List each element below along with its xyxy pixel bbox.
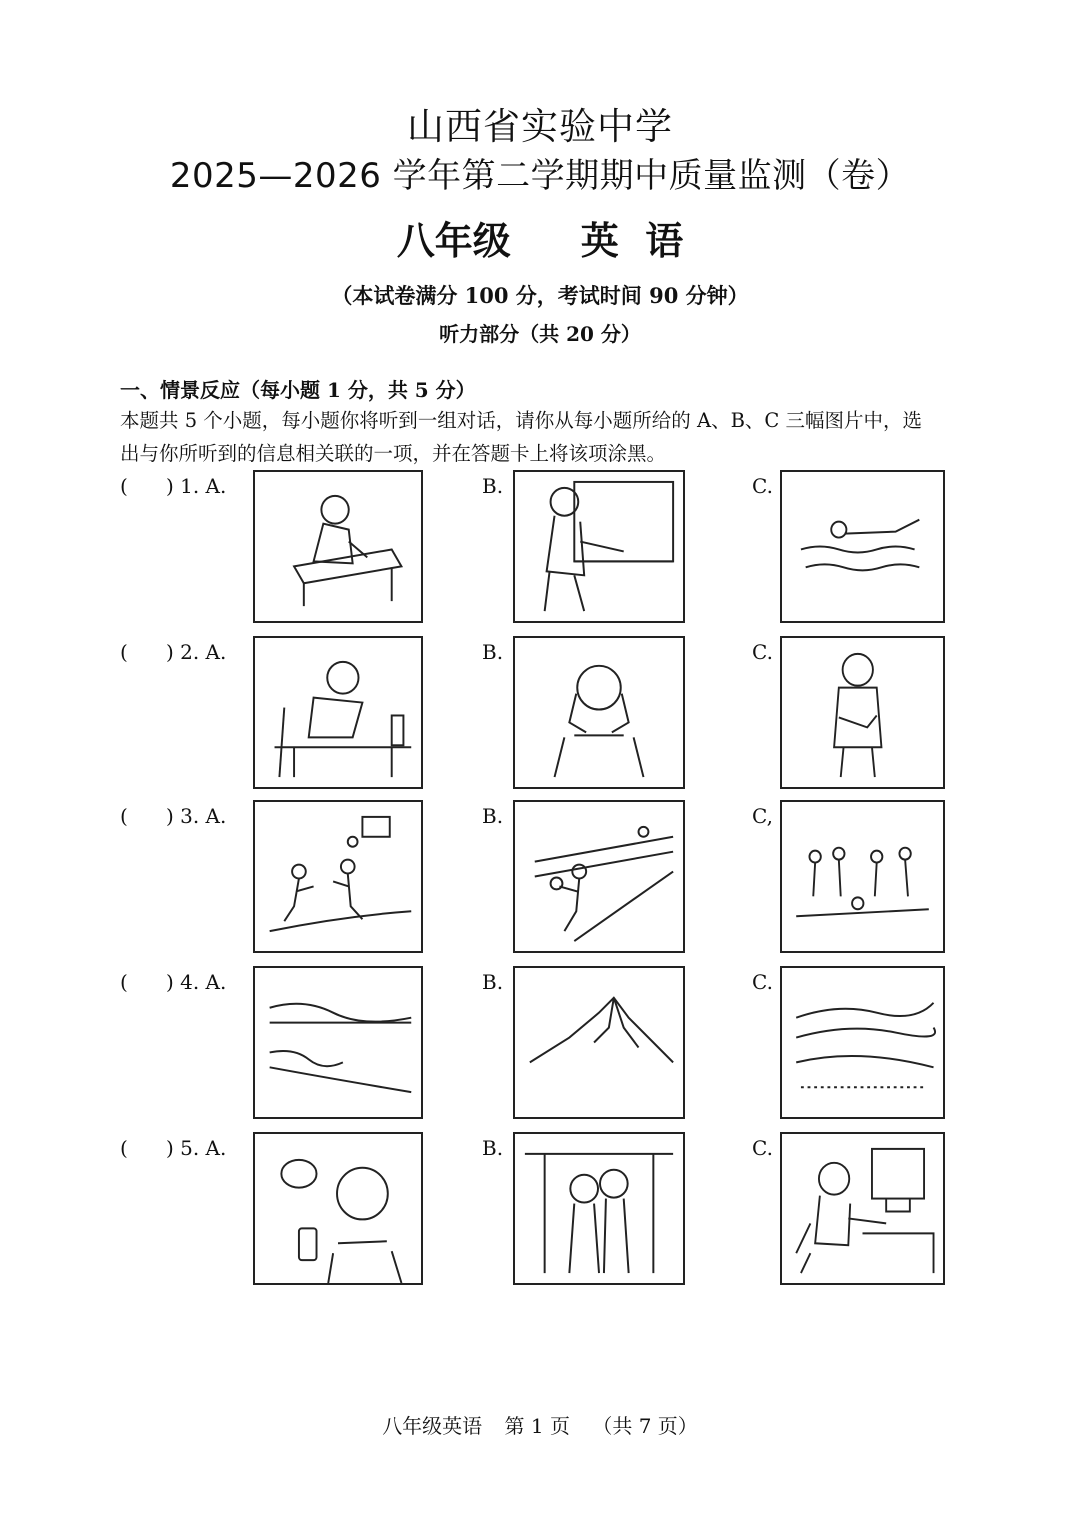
footer-total: （共 7 页） (592, 1414, 698, 1438)
people-playing-soccer-illustration (782, 802, 943, 951)
lake-landscape-illustration (255, 968, 421, 1117)
question-5-label: ( ) 5. A. (120, 1136, 227, 1160)
question-2-option-c-picture[interactable] (780, 636, 945, 789)
question-5-option-b-picture[interactable] (513, 1132, 685, 1285)
grade-subject (0, 210, 1080, 265)
boy-writing-at-desk-illustration (255, 472, 421, 621)
question-2-option-b-picture[interactable] (513, 636, 685, 789)
question-3-option-b-picture[interactable] (513, 800, 685, 953)
question-2-option-b-label: B. (482, 640, 504, 664)
boy-playing-piano-illustration (515, 472, 683, 621)
desert-dunes-illustration (782, 968, 943, 1117)
boy-using-computer-illustration (782, 1134, 943, 1283)
question-4-option-a-picture[interactable] (253, 966, 423, 1119)
instruction-line-1: 本题共 5 个小题，每小题你将听到一组对话，请你从每小题所给的 A、B、C 三幅图片中，选 (120, 409, 923, 432)
section-title: 一、情景反应（每小题 1 分，共 5 分） (120, 378, 476, 402)
question-5-option-c-label: C. (752, 1136, 773, 1160)
question-4-option-b-label: B. (482, 970, 504, 994)
question-1-label: ( ) 1. A. (120, 474, 227, 498)
question-3-option-c-label: C, (752, 804, 773, 828)
subject: 英 语 (580, 219, 684, 263)
page-footer (0, 1410, 1080, 1439)
boy-talking-on-phone-illustration (255, 1134, 421, 1283)
footer-subject: 八年级英语 (382, 1414, 483, 1438)
question-1-option-c-label: C. (752, 474, 773, 498)
question-4-option-c-label: C. (752, 970, 773, 994)
grade: 八年级 (396, 219, 511, 263)
question-5-option-b-label: B. (482, 1136, 504, 1160)
question-4-option-c-picture[interactable] (780, 966, 945, 1119)
question-3-option-b-label: B. (482, 804, 504, 828)
people-playing-tennis-illustration (515, 802, 683, 951)
exam-info: （本试卷满分 100 分，考试时间 90 分钟） (331, 283, 749, 308)
boy-tired-at-table-illustration (255, 638, 421, 787)
question-4-label: ( ) 4. A. (120, 970, 227, 994)
question-2-option-a-picture[interactable] (253, 636, 423, 789)
question-1-option-a-picture[interactable] (253, 470, 423, 623)
school-name: 山西省实验中学 (407, 105, 673, 148)
question-3-option-c-picture[interactable] (780, 800, 945, 953)
boy-stomachache-illustration (782, 638, 943, 787)
question-1-option-c-picture[interactable] (780, 470, 945, 623)
people-playing-basketball-illustration (255, 802, 421, 951)
question-1-option-b-label: B. (482, 474, 504, 498)
instruction-line-2: 出与你所听到的信息相关联的一项，并在答题卡上将该项涂黑。 (120, 442, 667, 465)
question-1-option-b-picture[interactable] (513, 470, 685, 623)
question-3-option-a-picture[interactable] (253, 800, 423, 953)
footer-page: 第 1 页 (504, 1414, 570, 1438)
question-5-option-c-picture[interactable] (780, 1132, 945, 1285)
section-instruction (120, 404, 1000, 470)
listening-part-title: 听力部分（共 20 分） (439, 322, 641, 346)
question-2-label: ( ) 2. A. (120, 640, 227, 664)
question-4-option-b-picture[interactable] (513, 966, 685, 1119)
boy-worried-hands-on-face-illustration (515, 638, 683, 787)
question-3-label: ( ) 3. A. (120, 804, 227, 828)
mountain-illustration (515, 968, 683, 1117)
exam-term: 2025—2026 学年第二学期期中质量监测（卷） (169, 156, 911, 196)
two-people-talking-illustration (515, 1134, 683, 1283)
person-swimming-illustration (782, 472, 943, 621)
question-5-option-a-picture[interactable] (253, 1132, 423, 1285)
question-2-option-c-label: C. (752, 640, 773, 664)
